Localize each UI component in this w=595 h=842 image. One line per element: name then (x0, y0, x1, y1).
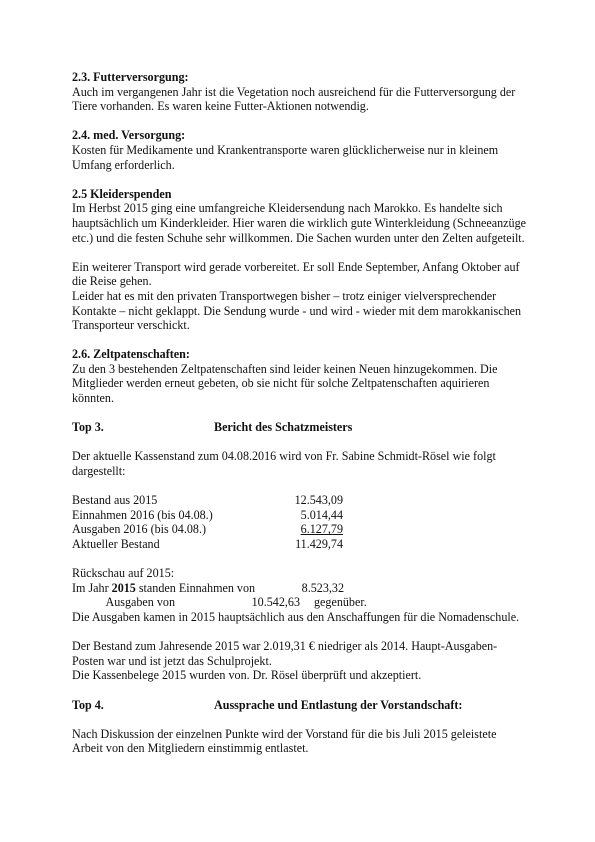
top4-title: Aussprache und Entlastung der Vorstandschaft: (214, 697, 463, 712)
paragraph-line: hauptsächlich um Kinderkleider. Hier waren die wirklich gute Winterkleidung (Schneeanzüge (72, 215, 526, 230)
rueckschau-value: 10.542,63 (251, 595, 300, 610)
finance-value: 12.543,09 (294, 493, 343, 508)
top3-label: Top 3. (72, 420, 104, 435)
rueckschau-suffix: gegenüber. (314, 595, 367, 610)
top4-heading (72, 698, 532, 713)
rueckschau-row-einnahmen (72, 581, 532, 596)
paragraph-line: etc.) und die festen Schuhe sehr willkommen. Die Sachen wurden unter den Zelten aufgeteilt. (72, 230, 525, 245)
paragraph-line: Nach Diskussion der einzelnen Punkte wird der Vorstand für die bis Juli 2015 geleistete (72, 726, 497, 741)
paragraph-line: Transporteur verschickt. (72, 318, 190, 333)
rueckschau-text (72, 581, 297, 596)
paragraph-line: Tiere vorhanden. Es waren keine Futter-Aktionen notwendig. (72, 99, 369, 114)
finance-value: 6.127,79 (300, 522, 343, 537)
paragraph-line: könnten. (72, 391, 114, 406)
paragraph-line: Kontakte – nicht geklappt. Die Sendung wurde - und wird - wieder mit dem marokkanischen (72, 303, 522, 318)
finance-label: Aktueller Bestand (72, 537, 160, 551)
heading-med-versorgung: 2.4. med. Versorgung: (72, 128, 186, 143)
paragraph-line: Der aktuelle Kassenstand zum 04.08.2016 wird von Fr. Sabine Schmidt-Rösel wie folgt (72, 449, 496, 464)
paragraph-line: Im Herbst 2015 ging eine umfangreiche Kleidersendung nach Marokko. Es handelte sich (72, 201, 503, 216)
top3-title: Bericht des Schatzmeisters (214, 420, 353, 435)
rueckschau-year: 2015 (111, 580, 136, 595)
finance-row (72, 508, 532, 523)
paragraph-line: Posten war und ist jetzt das Schulprojekt. (72, 653, 272, 668)
paragraph-line: Der Bestand zum Jahresende 2015 war 2.019,31 € niedriger als 2014. Haupt-Ausgaben- (72, 639, 498, 654)
paragraph-line: Umfang erforderlich. (72, 157, 175, 172)
finance-row (72, 493, 532, 508)
paragraph-line: Die Ausgaben kamen in 2015 hauptsächlich aus den Anschaffungen für die Nomadenschule. (72, 609, 520, 624)
rueckschau-post: standen Einnahmen von (135, 580, 256, 595)
rueckschau-row-ausgaben (72, 595, 532, 610)
paragraph-line: Die Kassenbelege 2015 wurden von. Dr. Rösel überprüft und akzeptiert. (72, 668, 422, 683)
finance-row (72, 522, 532, 537)
paragraph-line: Ein weiterer Transport wird gerade vorbereitet. Er soll Ende September, Anfang Oktober auf (72, 259, 520, 274)
finance-row (72, 537, 532, 552)
paragraph-line: Zu den 3 bestehenden Zeltpatenschaften sind leider keinen Neuen hinzugekommen. Die (72, 361, 498, 376)
top3-heading (72, 420, 532, 435)
rueckschau-value: 8.523,32 (301, 580, 344, 595)
paragraph-line: Arbeit von den Mitgliedern einstimmig entlastet. (72, 741, 309, 756)
finance-label: Bestand aus 2015 (72, 493, 158, 508)
heading-futterversorgung: 2.3. Futterversorgung: (72, 70, 189, 84)
document-page (72, 70, 532, 756)
paragraph-line: Leider hat es mit den privaten Transportwegen bisher – trotz einiger vielversprechender (72, 288, 497, 303)
rueckschau-pre: Im Jahr (72, 580, 112, 595)
paragraph-line: Kosten für Medikamente und Krankentransporte waren glücklicherweise nur in kleinem (72, 142, 499, 157)
finance-value: 5.014,44 (300, 507, 343, 522)
finance-label: Ausgaben 2016 (bis 04.08.) (72, 522, 207, 537)
rueckschau-label: Rückschau auf 2015: (72, 566, 175, 581)
heading-zeltpatenschaften: 2.6. Zeltpatenschaften: (72, 347, 190, 362)
rueckschau-label-ausgaben: Ausgaben von (105, 595, 175, 610)
paragraph-line: dargestellt: (72, 464, 126, 479)
paragraph-line: Auch im vergangenen Jahr ist die Vegetation noch ausreichend für die Futterversorgung der (72, 84, 516, 99)
top4-label: Top 4. (72, 697, 104, 712)
finance-value: 11.429,74 (295, 537, 343, 551)
paragraph-line: die Reise gehen. (72, 274, 152, 289)
finance-label: Einnahmen 2016 (bis 04.08.) (72, 507, 213, 522)
paragraph-line: Mitglieder werden erneut gebeten, ob sie nicht für solche Zeltpatenschaften aquirieren (72, 376, 490, 391)
heading-kleiderspenden: 2.5 Kleiderspenden (72, 186, 172, 201)
